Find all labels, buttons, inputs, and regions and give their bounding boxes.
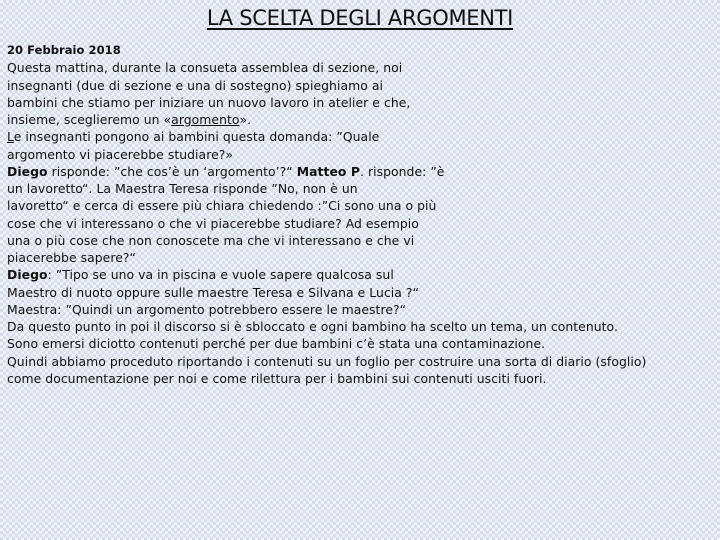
text-line-12: piacerebbe sapere?“: [7, 250, 136, 265]
text-line-1: Questa mattina, durante la consueta assemblea di sezione, noi: [7, 60, 403, 76]
text-segment: risponde: ”che cos’è un ‘argomento’?“: [47, 163, 297, 179]
text-line-15: Maestra: ”Quindi un argomento potrebbero essere le maestre?“: [7, 301, 407, 317]
text-line-17: Sono emersi diciotto contenuti perché per due bambini c’è stata una contaminazione.: [7, 336, 546, 352]
text-line-19: come documentazione per noi e come rilettura per i bambini sui contenuti usciti fuori.: [7, 370, 547, 386]
page-title: LA SCELTA DEGLI ARGOMENTI: [206, 6, 514, 30]
text-line-11: una o più cose che non conoscete ma che vi interessano e che vi: [7, 232, 415, 248]
text-line-16: Da questo punto in poi il discorso si è sbloccato e ogni bambino ha scelto un tema, un contenuto.: [7, 319, 618, 334]
text-line-5: [7, 128, 713, 145]
text-segment: . risponde: ”è: [359, 163, 445, 179]
text-segment: : ”Tipo se uno va in piscina e vuole sapere qualcosa sul: [47, 267, 394, 283]
text-line-18: Quindi abbiamo proceduto riportando i contenuti su un foglio per costruire una sorta di diario (sfoglio): [7, 353, 647, 369]
text-line-3: bambini che stiamo per iniziare un nuovo lavoro in atelier e che,: [7, 94, 411, 110]
speaker-name: Matteo P: [296, 163, 360, 179]
text-line-13: [7, 266, 713, 283]
document-body: [7, 42, 713, 387]
text-line-10: cose che vi interessano o che vi piacerebbe studiare? Ad esempio: [7, 215, 419, 231]
text-segment: e insegnanti pongono ai bambini questa domanda: ”Quale: [13, 129, 380, 145]
speaker-name: Diego: [7, 163, 48, 179]
text-segment: insieme, sceglieremo un «: [7, 112, 172, 127]
text-line-14: Maestro di nuoto oppure sulle maestre Teresa e Silvana e Lucia ?“: [7, 284, 420, 300]
underlined-letter: L: [7, 129, 14, 145]
text-line-6: argomento vi piacerebbe studiare?»: [7, 146, 233, 162]
text-line-4: [7, 111, 713, 128]
text-line-2: insegnanti (due di sezione e una di sostegno) spieghiamo ai: [7, 77, 383, 93]
text-line-9: lavoretto“ e cerca di essere più chiara chiedendo :”Ci sono una o più: [7, 198, 437, 214]
underlined-word: argomento: [171, 112, 240, 127]
text-line-7: [7, 163, 713, 180]
text-segment: ».: [239, 112, 252, 127]
text-line-8: un lavoretto“. La Maestra Teresa risponde ”No, non è un: [7, 181, 358, 196]
speaker-name: Diego: [7, 267, 48, 283]
date-line: 20 Febbraio 2018: [7, 43, 121, 57]
